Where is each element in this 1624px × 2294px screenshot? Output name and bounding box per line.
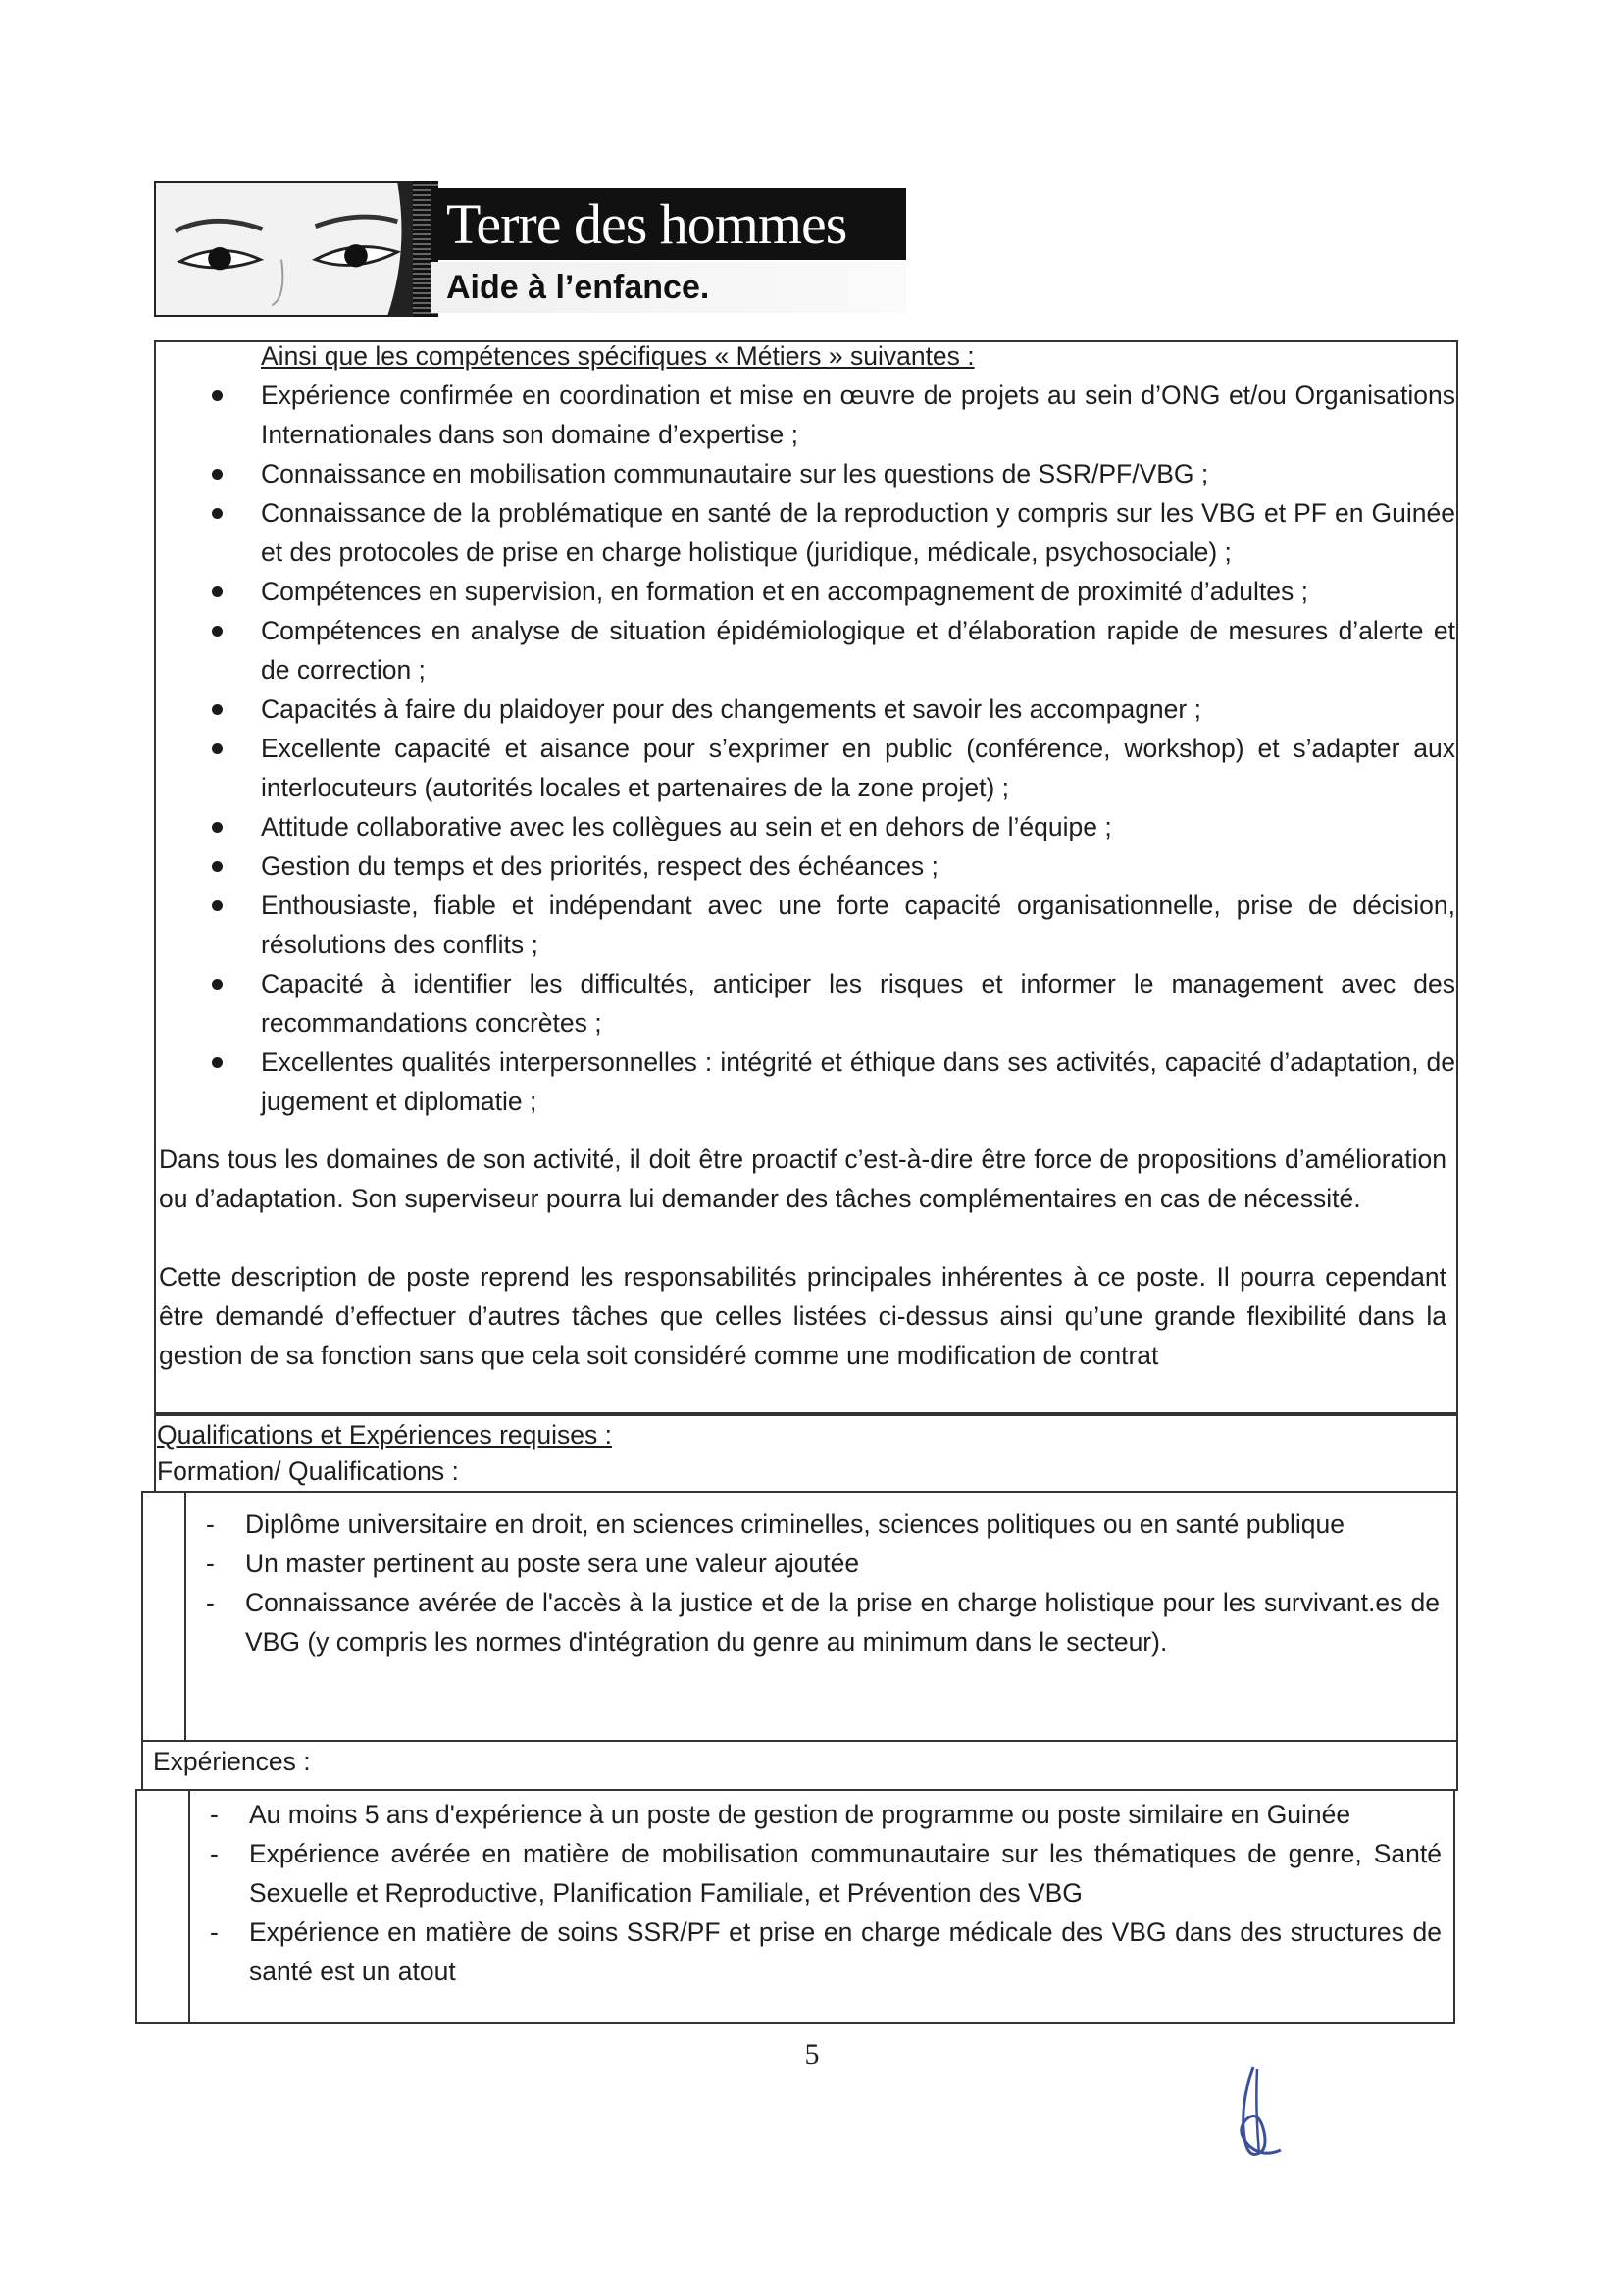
dash-marker: - <box>206 1509 215 1539</box>
list-item: - Un master pertinent au poste sera une valeur ajoutée <box>192 1544 1440 1583</box>
list-item: Excellente capacité et aisance pour s’exprimer en public (conférence, workshop) et s’adapter aux interlocuteurs (autorités locales et partenaires de la zone projet) ; <box>208 729 1455 807</box>
experience-heading: Expériences : <box>153 1747 311 1776</box>
bullet-icon <box>212 586 223 597</box>
dash-marker: - <box>210 1800 219 1829</box>
list-item: Excellentes qualités interpersonnelles : intégrité et éthique dans ses activités, capacité d’adaptation, de jugement et diplomatie ; <box>208 1043 1455 1121</box>
bullet-icon <box>212 508 223 519</box>
experience-list <box>196 1795 1442 1991</box>
organization-logo <box>154 181 909 319</box>
list-item: Connaissance en mobilisation communautaire sur les questions de SSR/PF/VBG ; <box>208 454 1455 493</box>
list-item: - Expérience en matière de soins SSR/PF et prise en charge médicale des VBG dans des structures de santé est un atout <box>196 1912 1442 1991</box>
list-item: Enthousiaste, fiable et indépendant avec une forte capacité organisationnelle, prise de décision, résolutions des conflits ; <box>208 886 1455 964</box>
experience-header-frame <box>141 1740 1458 1791</box>
page-number: 5 <box>804 2038 820 2070</box>
list-item: - Au moins 5 ans d'expérience à un poste de gestion de programme ou poste similaire en Guinée <box>196 1795 1442 1834</box>
qualifications-heading: Qualifications et Expériences requises : <box>157 1420 612 1450</box>
bullet-icon <box>212 469 223 480</box>
dash-marker: - <box>210 1839 219 1868</box>
list-item: - Connaissance avérée de l'accès à la justice et de la prise en charge holistique pour les survivant.es de VBG (y compris les normes d'intégration du genre au minimum dans le secteur). <box>192 1583 1440 1661</box>
list-item: Compétences en supervision, en formation et en accompagnement de proximité d’adultes ; <box>208 572 1455 611</box>
handwritten-initial-signature <box>1224 2060 1283 2167</box>
list-item: Compétences en analyse de situation épidémiologique et d’élaboration rapide de mesures d’alerte et de correction ; <box>208 611 1455 689</box>
list-item: Capacité à identifier les difficultés, anticiper les risques et informer le management avec des recommandations concrètes ; <box>208 964 1455 1043</box>
competences-list <box>208 376 1455 1121</box>
bullet-icon <box>212 743 223 754</box>
bullet-icon <box>212 390 223 401</box>
list-item: - Expérience avérée en matière de mobilisation communautaire sur les thématiques de genre, Santé Sexuelle et Reproductive, Planification Familiale, et Prévention des VBG <box>196 1834 1442 1912</box>
list-item: Capacités à faire du plaidoyer pour des changements et savoir les accompagner ; <box>208 689 1455 729</box>
logo-eyes-photo <box>154 181 421 317</box>
brand-tagline: Aide à l’enfance. <box>431 262 906 313</box>
formation-list <box>192 1504 1440 1661</box>
bullet-icon <box>212 900 223 911</box>
bullet-icon <box>212 1057 223 1068</box>
competences-heading: Ainsi que les compétences spécifiques « Métiers » suivantes : <box>261 341 975 371</box>
bullet-icon <box>212 704 223 715</box>
formation-inner-rule <box>184 1491 186 1742</box>
list-item: - Diplôme universitaire en droit, en sciences criminelles, sciences politiques ou en santé publique <box>192 1504 1440 1544</box>
formation-heading: Formation/ Qualifications : <box>157 1456 459 1486</box>
bullet-icon <box>212 822 223 833</box>
dash-marker: - <box>206 1588 215 1617</box>
list-item: Expérience confirmée en coordination et mise en œuvre de projets au sein d’ONG et/ou Organisations Internationales dans son domaine d’expertise ; <box>208 376 1455 454</box>
dash-marker: - <box>210 1917 219 1947</box>
dash-marker: - <box>206 1549 215 1578</box>
list-item: Connaissance de la problématique en santé de la reproduction y compris sur les VBG et PF en Guinée et des protocoles de prise en charge holistique (juridique, médicale, psychosociale) ; <box>208 493 1455 572</box>
list-item: Attitude collaborative avec les collègues au sein et en dehors de l’équipe ; <box>208 807 1455 846</box>
proactive-paragraph: Dans tous les domaines de son activité, il doit être proactif c’est-à-dire être force de propositions d’amélioration ou d’adaptation. Son superviseur pourra lui demander des tâches complémentaires en cas de nécessité. <box>159 1145 1446 1213</box>
experience-inner-rule <box>188 1789 190 2024</box>
brand-name: Terre des hommes <box>431 188 906 260</box>
bullet-icon <box>212 861 223 872</box>
description-paragraph: Cette description de poste reprend les responsabilités principales inhérentes à ce poste. Il pourra cependant être demandé d’effectuer d’autres tâches que celles listées ci-dessus ainsi qu’une grande flexibilité dans la gestion de sa fonction sans que cela soit considéré comme une modification de contrat <box>159 1262 1446 1370</box>
bullet-icon <box>212 626 223 637</box>
bullet-icon <box>212 979 223 990</box>
list-item: Gestion du temps et des priorités, respect des échéances ; <box>208 846 1455 886</box>
